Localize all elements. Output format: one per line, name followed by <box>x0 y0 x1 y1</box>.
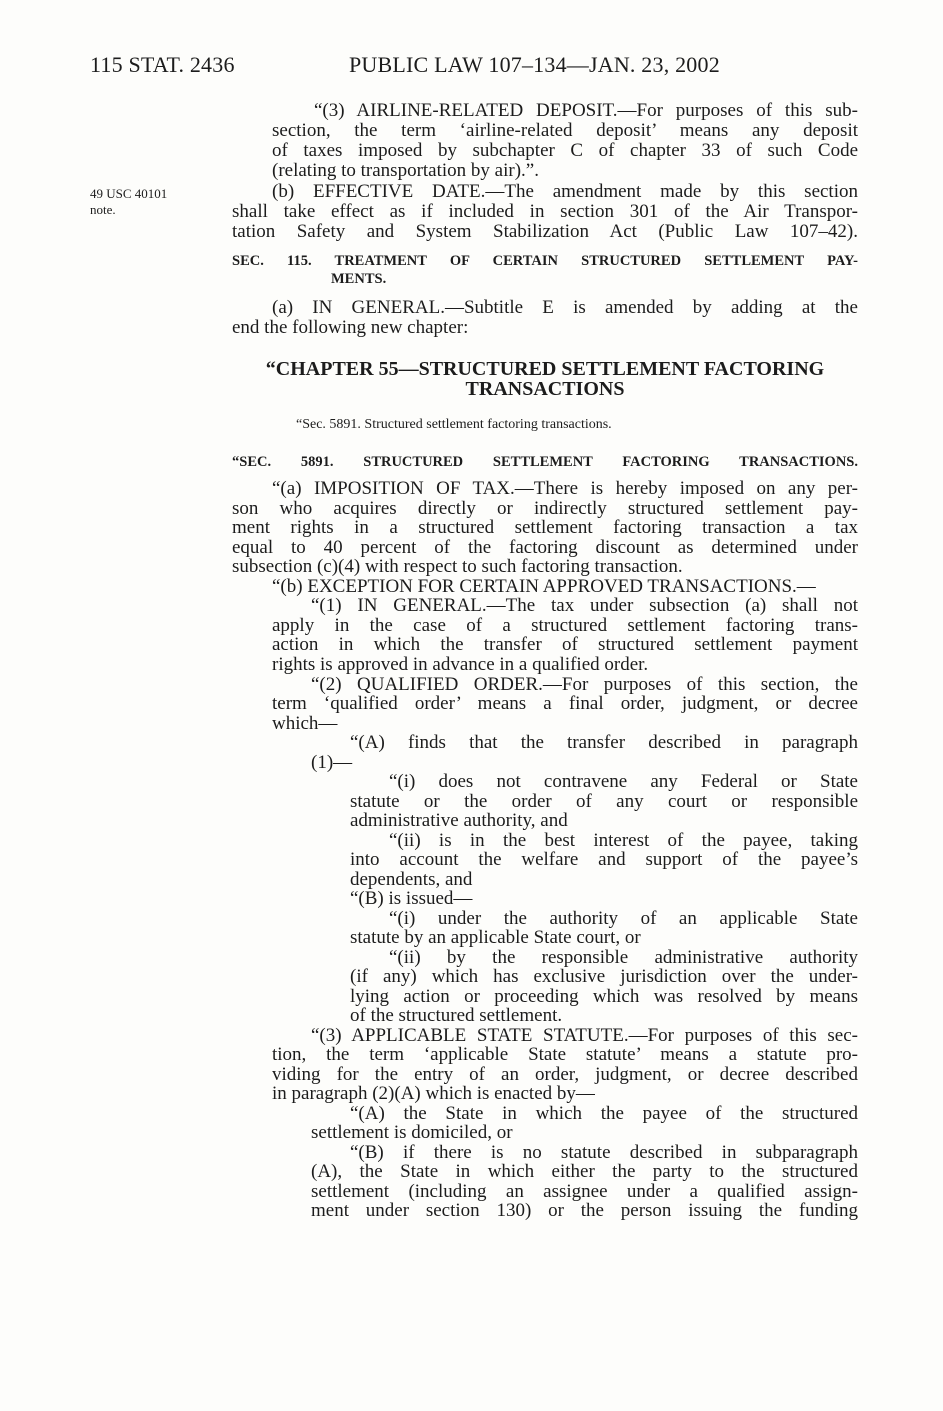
text-line: statute by an applicable State court, or <box>350 927 641 948</box>
margin-note <box>90 186 167 218</box>
text-line: “(3) AIRLINE-RELATED DEPOSIT.—For purposes of this sub- <box>314 100 858 121</box>
chapter-toc-entry: “Sec. 5891. Structured settlement factoring transactions. <box>296 417 612 432</box>
text-line: (1)— <box>311 752 353 773</box>
text-line: “(A) the State in which the payee of the structured <box>350 1103 858 1124</box>
text-line: end the following new chapter: <box>232 317 469 338</box>
page-number-header: 115 STAT. 2436 <box>90 52 235 77</box>
margin-note-line: note. <box>90 202 116 217</box>
text-line: “(1) IN GENERAL.—The tax under subsection (a) shall not <box>311 595 858 616</box>
text-line: (a) IN GENERAL.—Subtitle E is amended by adding at the <box>272 297 858 318</box>
text-line: “(A) finds that the transfer described in paragraph <box>350 732 858 753</box>
section-heading: MENTS. <box>331 271 387 287</box>
text-line: “(i) under the authority of an applicable State <box>389 908 858 929</box>
text-line: equal to 40 percent of the factoring discount as determined under <box>232 537 858 558</box>
text-line: “(B) is issued— <box>350 888 473 909</box>
chapter-heading: “CHAPTER 55—STRUCTURED SETTLEMENT FACTORING <box>265 358 825 380</box>
text-line: into account the welfare and support of the payee’s <box>350 849 858 870</box>
section-heading: SEC. 115. TREATMENT OF CERTAIN STRUCTURED SETTLEMENT PAY- <box>232 253 858 269</box>
margin-note-line: 49 USC 40101 <box>90 186 168 201</box>
text-line: section, the term ‘airline-related deposit’ means any deposit <box>272 120 858 141</box>
text-line: son who acquires directly or indirectly structured settlement pay- <box>232 498 858 519</box>
section-heading: “SEC. 5891. STRUCTURED SETTLEMENT FACTORING TRANSACTIONS. <box>232 454 858 470</box>
text-line: “(B) if there is no statute described in subparagraph <box>350 1142 858 1163</box>
text-line: (if any) which has exclusive jurisdiction over the under- <box>350 966 858 987</box>
text-line: in paragraph (2)(A) which is enacted by— <box>272 1083 595 1104</box>
text-line: action in which the transfer of structured settlement payment <box>272 634 858 655</box>
text-line: subsection (c)(4) with respect to such factoring transaction. <box>232 556 683 577</box>
text-line: settlement (including an assignee under a qualified assign- <box>311 1181 858 1202</box>
text-line: “(3) APPLICABLE STATE STATUTE.—For purposes of this sec- <box>311 1025 858 1046</box>
text-line: tion, the term ‘applicable State statute’ means a statute pro- <box>272 1044 858 1065</box>
text-line: ment under section 130) or the person issuing the funding <box>311 1200 858 1221</box>
text-line: (A), the State in which either the party to the structured <box>311 1161 858 1182</box>
text-line: of the structured settlement. <box>350 1005 563 1026</box>
text-line: “(ii) is in the best interest of the payee, taking <box>389 830 858 851</box>
text-line: which— <box>272 713 338 734</box>
text-line: administrative authority, and <box>350 810 568 831</box>
text-line: apply in the case of a structured settlement factoring trans- <box>272 615 858 636</box>
text-line: settlement is domiciled, or <box>311 1122 513 1143</box>
text-line: statute or the order of any court or responsible <box>350 791 858 812</box>
text-line: “(2) QUALIFIED ORDER.—For purposes of this section, the <box>311 674 858 695</box>
text-line: dependents, and <box>350 869 473 890</box>
text-line: “(a) IMPOSITION OF TAX.—There is hereby imposed on any per- <box>272 478 858 499</box>
text-line: lying action or proceeding which was resolved by means <box>350 986 858 1007</box>
text-line: (b) EFFECTIVE DATE.—The amendment made by this section <box>272 181 858 202</box>
text-line: “(b) EXCEPTION FOR CERTAIN APPROVED TRANSACTIONS.— <box>272 576 816 597</box>
running-header: PUBLIC LAW 107–134—JAN. 23, 2002 <box>349 52 720 77</box>
text-line: (relating to transportation by air).”. <box>272 160 539 181</box>
text-line: viding for the entry of an order, judgment, or decree described <box>272 1064 858 1085</box>
text-line: tation Safety and System Stabilization Act (Public Law 107–42). <box>232 221 858 242</box>
chapter-heading: TRANSACTIONS <box>465 378 625 400</box>
text-line: term ‘qualified order’ means a final order, judgment, or decree <box>272 693 858 714</box>
text-line: “(ii) by the responsible administrative authority <box>389 947 858 968</box>
text-line: ment rights in a structured settlement factoring transaction a tax <box>232 517 858 538</box>
text-line: of taxes imposed by subchapter C of chapter 33 of such Code <box>272 140 858 161</box>
text-line: shall take effect as if included in section 301 of the Air Transpor- <box>232 201 858 222</box>
text-line: “(i) does not contravene any Federal or State <box>389 771 858 792</box>
text-line: rights is approved in advance in a qualified order. <box>272 654 649 675</box>
